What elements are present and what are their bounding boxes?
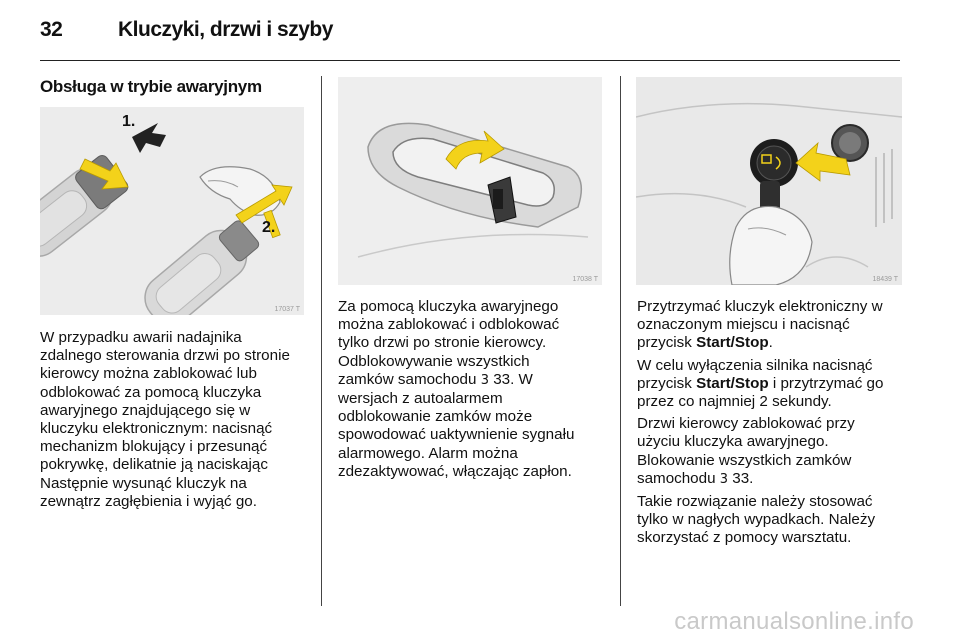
step-1-label: 1. <box>122 113 136 130</box>
cross-reference-icon: 3 <box>480 372 489 388</box>
lock-paragraph <box>637 415 903 489</box>
door-lock-paragraph-end: 33. W wersjach z autoalarmem odblokowanie zamków może spowodować uaktywnienie sygnału alarmowego. Alarm można zdezaktywować, włączając zapłon. <box>338 370 575 480</box>
stop-paragraph-end: i przytrzymać go przez co najmniej 2 sekundy. <box>637 374 884 411</box>
lock-paragraph-text: Drzwi kierowcy zablokować przy użyciu kluczyka awaryjnego. Blokowanie wszystkich zamków samochodu <box>637 415 855 487</box>
figure-code: 17037 T <box>274 306 300 313</box>
door-lock-paragraph <box>338 298 608 481</box>
door-lock-paragraph-start: Za pomocą kluczyka awaryjnego można zablokować i odblokować tylko drzwi po stronie kierowcy. Odblokowywanie wszystkich zamków samochodu <box>338 298 560 388</box>
stop-paragraph-text: W celu wyłączenia silnika nacisnąć przycisk <box>637 356 873 392</box>
right-column-text <box>637 298 903 548</box>
left-column-text <box>40 329 308 511</box>
lock-paragraph-end: 33. <box>728 469 754 487</box>
stop-paragraph <box>637 357 903 412</box>
cross-reference-icon: 3 <box>719 471 729 487</box>
step-2-label: 2. <box>262 219 276 236</box>
start-stop-label: Start/Stop <box>696 334 769 352</box>
start-paragraph <box>637 298 903 353</box>
watermark: carmanualsonline.info <box>674 608 914 635</box>
page-number: 32 <box>40 18 63 41</box>
column-divider-right <box>620 76 621 606</box>
workshop-paragraph: Takie rozwiązanie należy stosować tylko w nagłych wypadkach. Należy skorzystać z pomocy warsztatu. <box>637 493 876 547</box>
emergency-key-instructions: W przypadku awarii nadajnika zdalnego sterowania drzwi po stronie kierowcy można zablokować lub odblokować za pomocą kluczyka awaryjnego znajdującego się w kluczyku elektronicznym: nacisnąć mechanizm blokujący i przesunąć pokrywkę, delikatnie ją naciskając Następnie wysunąć kluczyk na zewnątrz zagłębienia i wyjąć go. <box>40 329 290 510</box>
section-heading: Obsługa w trybie awaryjnym <box>40 77 262 96</box>
start-paragraph-text: Przytrzymać kluczyk elektroniczny w oznaczonym miejscu i nacisnąć przycisk <box>637 298 883 352</box>
ignition-figure <box>636 77 902 285</box>
column-divider-left <box>321 76 322 606</box>
figure-code: 18439 T <box>872 276 898 283</box>
figure-code: 17038 T <box>572 276 598 283</box>
start-stop-label: Start/Stop <box>696 374 769 392</box>
door-handle-figure <box>338 77 602 285</box>
chapter-title: Kluczyki, drzwi i szyby <box>118 18 333 41</box>
key-fob-figure <box>40 107 304 315</box>
header-divider <box>40 60 900 61</box>
middle-column-text <box>338 298 608 481</box>
start-paragraph-end: . <box>768 334 773 352</box>
